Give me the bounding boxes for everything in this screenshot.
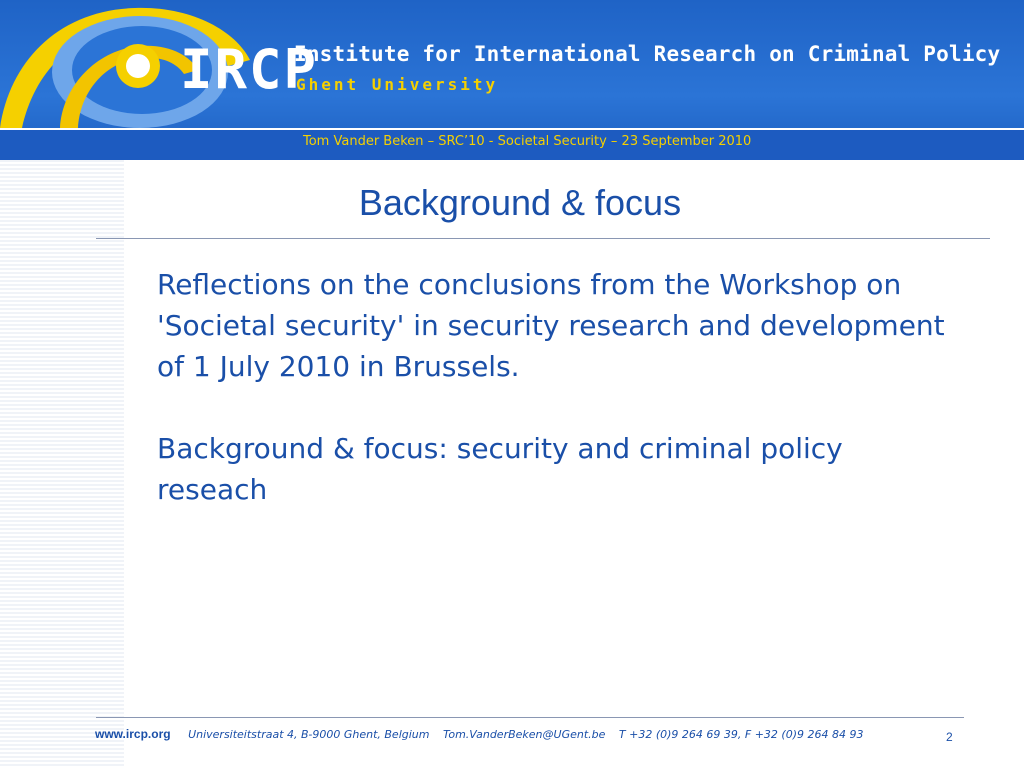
institute-name: Institute for International Research on Criminal Policy (294, 42, 1001, 66)
paragraph-background: Background & focus: security and criminal policy reseach (157, 432, 843, 506)
slide-content (157, 264, 947, 551)
university-name: Ghent University (296, 75, 499, 94)
footer-address: Universiteitstraat 4, B-9000 Ghent, Belgium (188, 728, 430, 741)
left-margin-decoration (0, 160, 124, 768)
footer (95, 727, 873, 741)
footer-divider (96, 717, 964, 718)
page-number: 2 (946, 730, 953, 744)
title-divider (96, 238, 990, 239)
ircp-acronym: IRCP (180, 38, 319, 101)
slide-title: Background & focus (358, 182, 682, 223)
footer-url-link[interactable]: www.ircp.org (95, 727, 171, 741)
paragraph-reflections: Reflections on the conclusions from the Workshop on 'Societal security' in security research and development of 1 July 2010 in Brussels. (157, 268, 945, 383)
footer-phone: T +32 (0)9 264 69 39, F +32 (0)9 264 84 93 (618, 728, 864, 741)
presentation-subtitle: Tom Vander Beken – SRC’10 - Societal Security – 23 September 2010 (303, 134, 752, 149)
footer-email-link[interactable]: Tom.VanderBeken@UGent.be (442, 728, 606, 741)
